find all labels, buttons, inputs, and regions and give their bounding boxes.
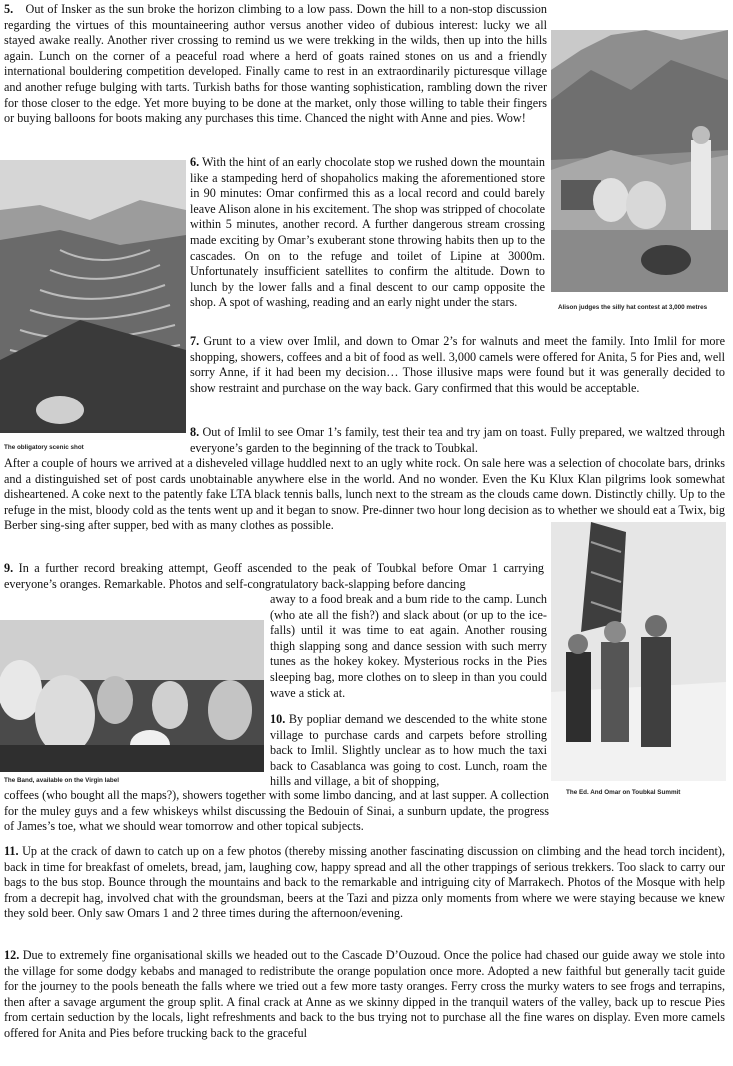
section-5 <box>4 2 547 127</box>
section-7-number: 7. <box>190 334 200 348</box>
caption-silly-hat: Alison judges the silly hat contest at 3,000 metres <box>558 304 708 311</box>
section-7-text: Grunt to a view over Imlil, and down to Omar 2’s for walnuts and meet the family. Into Imlil for more shopping, showers, coffees and a bit of food as well. 3,000 camels were offered for Anita, 5 for Pies and, well sorry Anne, if it had been my decision… Those illusive maps were found but it was generally decided to show restraint and purchase on the way back. Gary confirmed that this would be acceptable. <box>190 334 725 395</box>
section-9-number: 9. <box>4 561 14 575</box>
section-12 <box>4 948 725 1042</box>
section-8-lead-text: Out of Imlil to see Omar 1’s family, test their tea and try jam on toast. Fully prepared, we waltzed through everyone’s garden to the beginning of the track to Toubkal. <box>190 425 725 455</box>
section-9-lead <box>4 561 544 592</box>
section-5-text: Out of Insker as the sun broke the horizon climbing to a low pass. Down the hill to a non-stop discussion regarding the virtues of this mountaineering author versus another video of dubious interest: lucky we all stayed awake really. Another river crossing to remind us we were trekking in the wilds, then up into the hills again. Lunch on the corner of a peaceful road where a herd of goats rained stones on us and a friendly international bouldering competition developed. Finally came to rest in an extraordinarily picturesque village and another refuge bulging with tarts. Turkish baths for those wanting sophistication, rambling down the river for those closer to the edge. Yet more buying to be done at the market, only those willing to table their fingers or buying balloons for boots making any purchases this time. Chanced the night with Anne and pies. Wow! <box>4 2 547 126</box>
caption-summit: The Ed. And Omar on Toubkal Summit <box>566 789 681 796</box>
section-11-number: 11. <box>4 844 19 858</box>
section-9-body <box>270 592 547 701</box>
section-10-lead-text: By popliar demand we descended to the white stone village to purchase cards and carpets before strolling back to Imlil. Slightly unclear as to how much the taxi back to Casablanca was going to cost. Lunch, roam the hills and village, a bit of shopping, <box>270 712 547 789</box>
section-11-text: Up at the crack of dawn to catch up on a few photos (thereby missing another fascinating discussion on climbing and the head torch incident), back in time for breakfast of omelets, bread, jam, laughing cow, happy spread and all the other trappings of serious trekkers. Too slack to carry our bags to the bus stop. Bounce through the mountains and back to the remarkable and intriguing city of Marrakech. Photos of the Mosque with help from a decrepit hag, involved chat with the groundsman, beers at the Tazi and pizza only moments from where we were staying because we knew they sold beer. Only saw Omars 1 and 2 three times during the afternoon/evening. <box>4 844 726 921</box>
section-6-number: 6. <box>190 155 200 169</box>
section-6 <box>190 155 545 311</box>
section-6-text: With the hint of an early chocolate stop we rushed down the mountain like a stampeding herd of shopaholics making the aforementioned store in 90 minutes: Omar confirmed this as a local record and could barely leave Alison alone in his excitement. The shop was stripped of chocolate within 5 minutes, another record. A further dangerous stream crossing made exciting by Omar’s exuberant stone throwing habits then up to the cascades. On on to the refuge and toilet of Lipine at 3000m. Unfortunately insufficient satellites to confirm the altitude. Down to lunch by the lower falls and a final descent to our camp opposite the shop. A spot of washing, reading and an early night under the stars. <box>190 155 545 310</box>
section-10-lead <box>270 712 547 790</box>
section-7 <box>190 334 725 396</box>
section-12-number: 12. <box>4 948 20 962</box>
section-10-body <box>4 788 549 835</box>
section-5-number: 5. <box>4 2 14 16</box>
photo-scenic-terraces <box>0 160 186 433</box>
photo-the-band <box>0 620 264 772</box>
section-8-lead <box>190 425 725 456</box>
section-8-number: 8. <box>190 425 200 439</box>
section-12-text: Due to extremely fine organisational skills we headed out to the Cascade D’Ouzoud. Once the police had chased our guide away we stole into the village for some dodgy kebabs and managed to redistribute the orange population once more. Adopted a new faithful but generally tacit guide for the journey to the pools beneath the falls where we tried out a few more tasty oranges. Ferry cross the murky waters to see frogs and terrapins, then after a savage argument the group split. A final crack at Anne as we skinny dipped in the tranquil waters of the valley, back up to rescue Pies from certain seduction by the locals, light refreshments and back to the bus trying not to purchase all the fine wares on display. Even more camels offered for Anita and Pies before trucking back to the graceful <box>4 948 725 1040</box>
section-10-number: 10. <box>270 712 286 726</box>
section-10-text: coffees (who bought all the maps?), showers together with some limbo dancing, and at last supper. A collection for the muley guys and a few whiskeys whilst discussing the Bedouin of Sinai, a sunburn update, the progress of James’s toe, what we should wear tomorrow and other topical subjects. <box>4 788 549 834</box>
section-9-lead-text: In a further record breaking attempt, Geoff ascended to the peak of Toubkal before Omar 1 carrying everyone’s oranges. Remarkable. Photos and self-congratulatory back-slapping before dancing <box>4 561 545 591</box>
section-9-text: away to a food break and a bum ride to the camp. Lunch (who ate all the fish?) and slack about (or up to the ice-falls) until it was time to eat again. Another rousing thigh slapping song and dance session with such merry tunes as the hokey kokey. Mysterious rocks in the Pies sleeping bag, more clothes on to sleep in than you could wave a stick at. <box>270 592 547 700</box>
photo-toubkal-summit <box>551 522 726 781</box>
section-8-body <box>4 456 725 534</box>
section-8-text: After a couple of hours we arrived at a disheveled village huddled next to an ugly white rock. On sale here was a selection of chocolate bars, drinks and a distinguished set of post cards unobtainable anywhere else in the world. And no wonder. Even the Ku Klux Klan pilgrims look somewhat disheartened. A coke next to the patently fake LTA black tennis balls, lunch next to the stream as the clouds came down. Distinctly chilly. Up to the refuge in the mist, bloody cold as the tents went up and it began to snow. Pre-dinner two hour long decision as to whether we should eat a Twix, big Berber sing-sing after supper, bed with as many clothes as possible. <box>4 456 725 533</box>
section-11 <box>4 844 725 922</box>
photo-silly-hat-contest <box>551 30 728 292</box>
caption-scenic: The obligatory scenic shot <box>4 444 84 451</box>
caption-band: The Band, available on the Virgin label <box>4 777 120 784</box>
